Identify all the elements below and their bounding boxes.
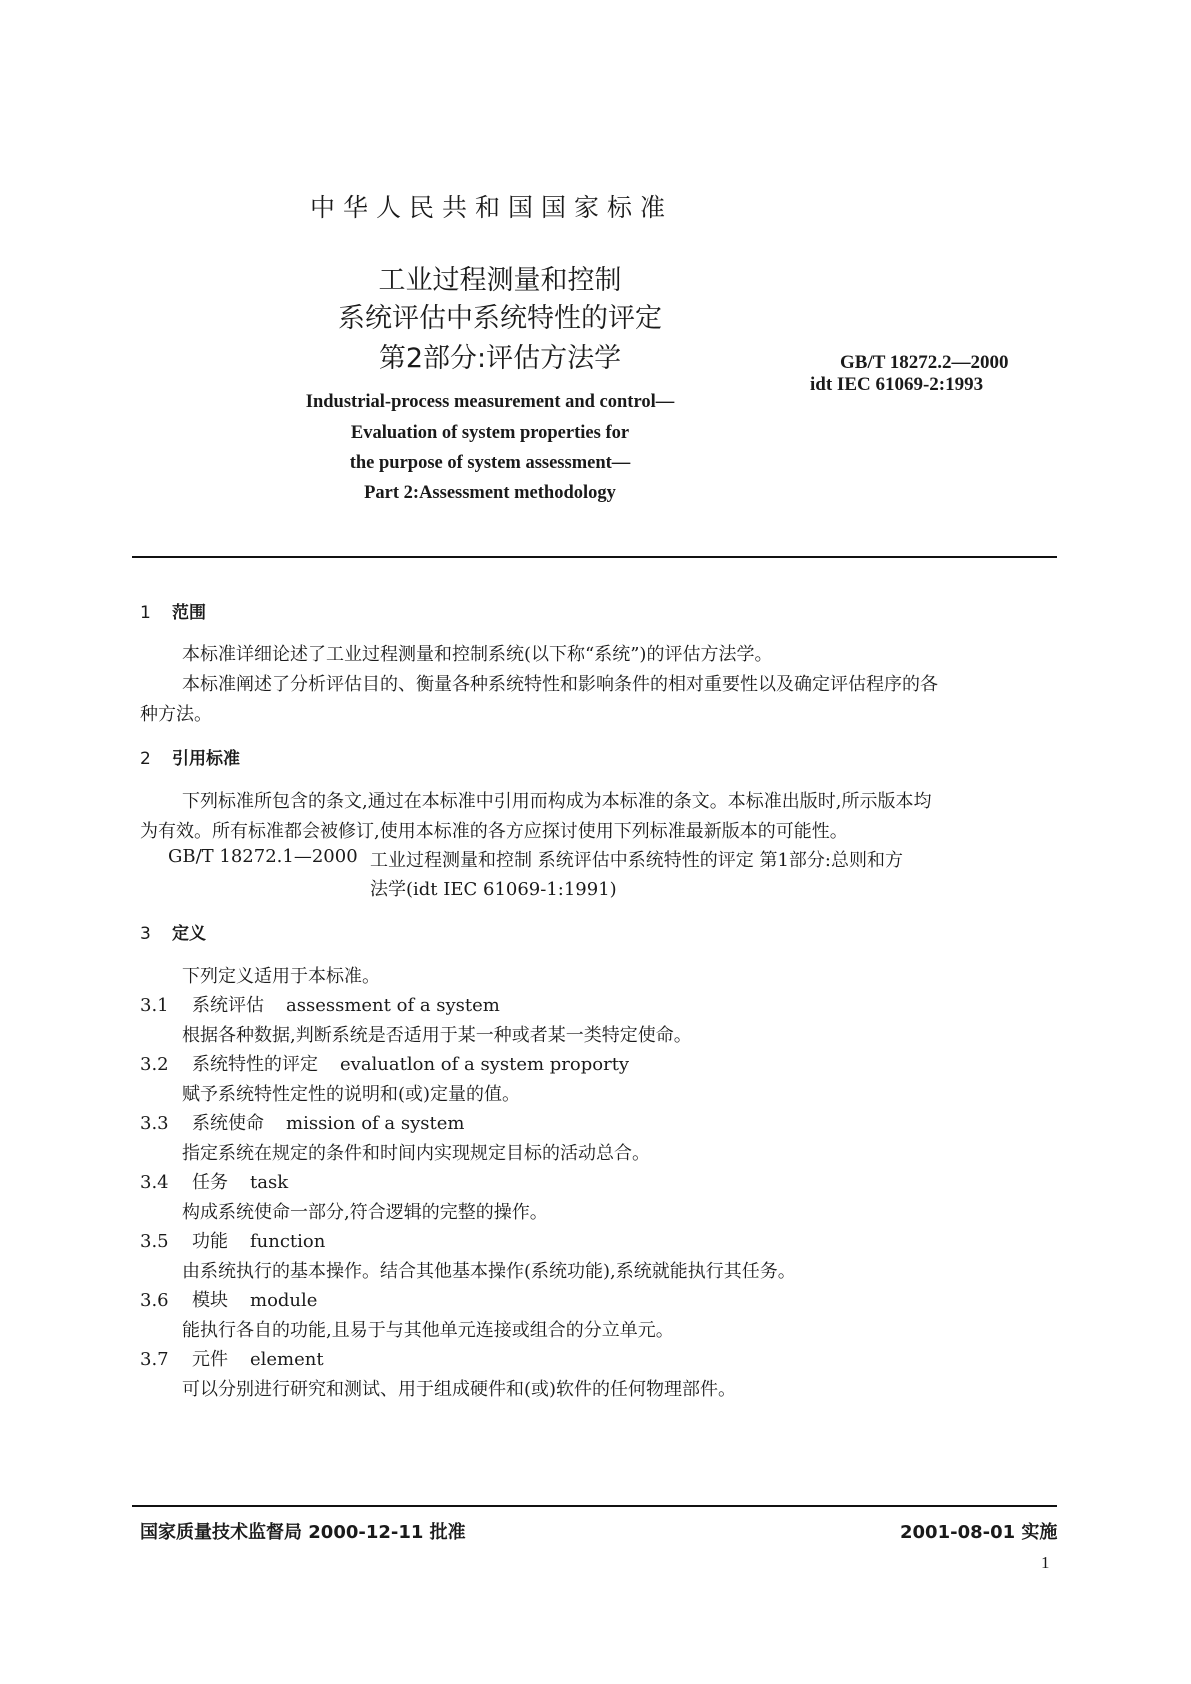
definition-3-6 [140,1286,317,1312]
section-3-heading [140,919,206,944]
definition-desc: 指定系统在规定的条件和时间内实现规定目标的活动总合。 [182,1143,650,1164]
top-divider [132,556,1057,558]
title-en-line-2: Evaluation of system properties for [350,423,630,443]
definition-term: 任务 [192,1172,228,1193]
definition-number: 3.4 [140,1172,169,1193]
definition-desc: 根据各种数据,判断系统是否适用于某一种或者某一类特定使命。 [182,1025,692,1046]
definition-term-en: module [250,1290,318,1311]
definition-term-en: task [250,1172,289,1193]
paragraph: 下列定义适用于本标准。 [182,966,380,987]
definition-term-en: evaluatlon of a system proporty [340,1054,630,1075]
title-zh-line-1: 工业过程测量和控制 [378,265,622,296]
definition-term-en: mission of a system [286,1113,465,1134]
definition-term-en: function [250,1231,326,1252]
section-title: 引用标准 [172,749,240,769]
idt-code: idt IEC 61069-2:1993 [810,374,984,395]
title-zh-line-3: 第2部分:评估方法学 [378,343,622,374]
definition-term: 模块 [192,1290,228,1311]
definition-term-en: assessment of a system [286,995,500,1016]
definition-desc: 可以分别进行研究和测试、用于组成硬件和(或)软件的任何物理部件。 [182,1379,737,1400]
definition-3-3 [140,1109,464,1135]
paragraph: 为有效。所有标准都会被修订,使用本标准的各方应探讨使用下列标准最新版本的可能性。 [140,821,848,842]
paragraph: 下列标准所包含的条文,通过在本标准中引用而构成为本标准的条文。本标准出版时,所示版本均 [182,791,932,812]
paragraph: 本标准详细论述了工业过程测量和控制系统(以下称“系统”)的评估方法学。 [182,644,773,665]
title-en-line-4: Part 2:Assessment methodology [364,483,616,503]
title-en-line-3: the purpose of system assessment— [349,453,631,473]
approval-line: 国家质量技术监督局 2000-12-11 批准 [140,1522,466,1543]
definition-3-2 [140,1050,629,1076]
reference-title: 工业过程测量和控制 系统评估中系统特性的评定 第1部分:总则和方 [370,850,903,871]
definition-number: 3.2 [140,1054,169,1075]
definition-3-5 [140,1227,325,1253]
definition-term: 系统评估 [192,995,264,1016]
definition-number: 3.5 [140,1231,169,1252]
definition-number: 3.6 [140,1290,169,1311]
definition-3-7 [140,1345,324,1371]
definition-term-en: element [250,1349,324,1370]
section-title: 定义 [172,924,206,944]
title-en-line-1: Industrial-process measurement and control— [305,392,675,412]
paragraph: 本标准阐述了分析评估目的、衡量各种系统特性和影响条件的相对重要性以及确定评估程序的各 [182,674,938,695]
effective-date: 2001-08-01 实施 [900,1522,1058,1543]
definition-number: 3.7 [140,1349,169,1370]
definition-term: 元件 [192,1349,228,1370]
standard-code: GB/T 18272.2—2000 [840,352,1009,373]
page-number: 1 [1041,1553,1050,1572]
title-zh-line-2: 系统评估中系统特性的评定 [338,303,662,334]
definition-3-4 [140,1168,288,1194]
national-standard-heading: 中华人民共和国国家标准 [310,193,674,222]
definition-desc: 由系统执行的基本操作。结合其他基本操作(系统功能),系统就能执行其任务。 [182,1261,796,1282]
definition-term: 功能 [192,1231,228,1252]
definition-number: 3.3 [140,1113,169,1134]
section-number: 2 [140,749,151,769]
definition-3-1 [140,991,500,1017]
paragraph: 种方法。 [140,704,212,725]
definition-desc: 赋予系统特性定性的说明和(或)定量的值。 [182,1084,521,1105]
reference-title-cont: 法学(idt IEC 61069-1:1991) [370,879,617,900]
definition-number: 3.1 [140,995,169,1016]
reference-code: GB/T 18272.1—2000 [168,846,358,867]
section-2-heading [140,744,240,769]
definition-term: 系统使命 [192,1113,264,1134]
section-number: 3 [140,924,151,944]
section-number: 1 [140,603,151,623]
bottom-divider [132,1505,1057,1507]
definition-desc: 能执行各自的功能,且易于与其他单元连接或组合的分立单元。 [182,1320,674,1341]
definition-desc: 构成系统使命一部分,符合逻辑的完整的操作。 [182,1202,548,1223]
section-title: 范围 [172,603,206,623]
definition-term: 系统特性的评定 [192,1054,318,1075]
section-1-heading [140,598,206,623]
